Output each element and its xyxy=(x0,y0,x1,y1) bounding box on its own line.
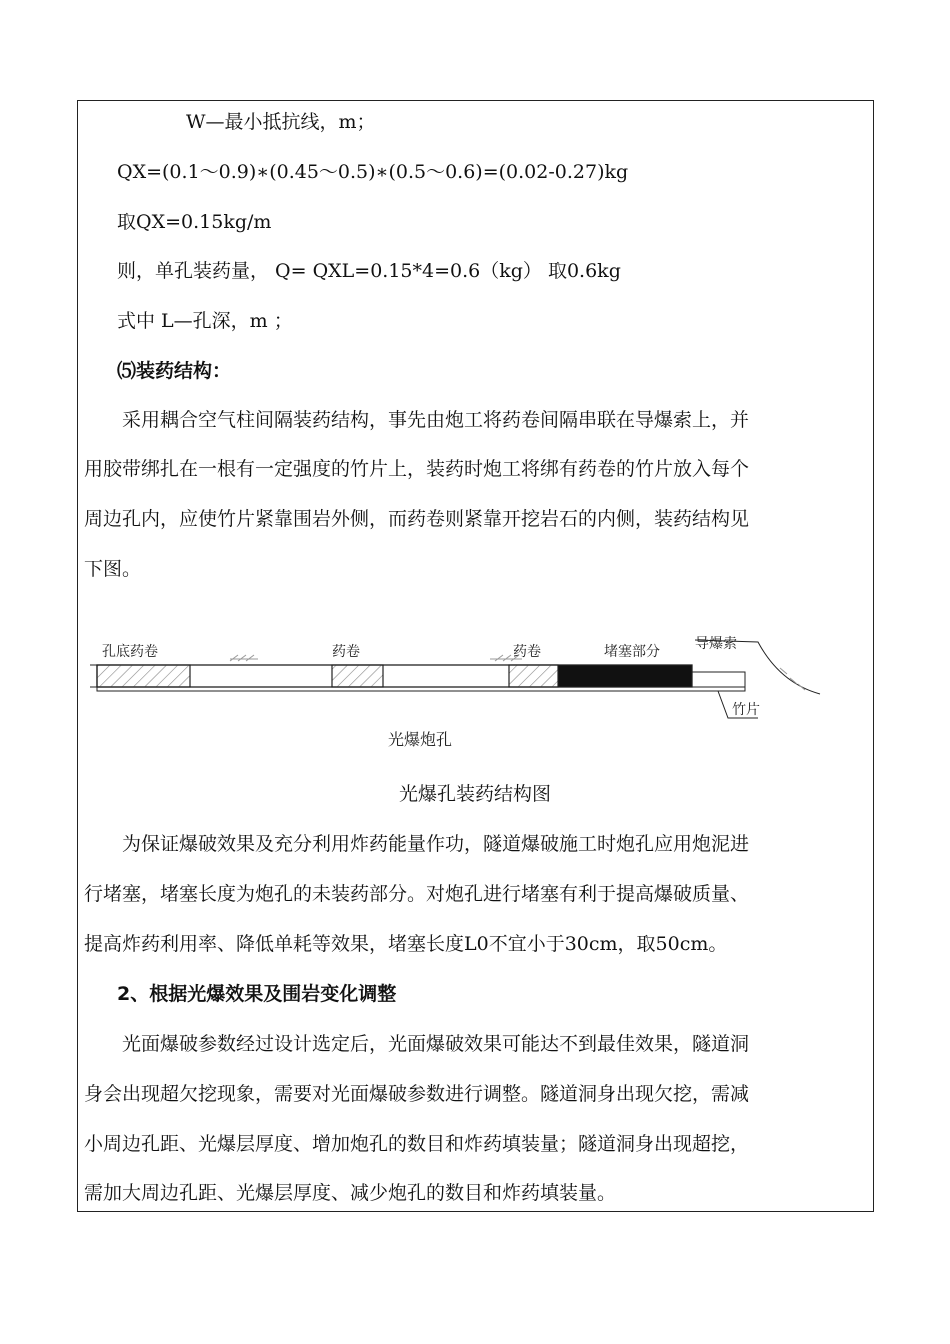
paragraph-3-line-3: 小周边孔距、光爆层厚度、增加炮孔的数目和炸药填装量；隧道洞身出现超挖， xyxy=(84,1133,750,1155)
paragraph-2-line-2: 行堵塞，堵塞长度为炮孔的未装药部分。对炮孔进行堵塞有利于提高爆破质量、 xyxy=(84,883,750,905)
charge-2 xyxy=(509,665,558,687)
paragraph-1-line-1: 采用耦合空气柱间隔装药结构，事先由炮工将药卷间隔串联在导爆索上，并 xyxy=(122,409,750,431)
label-charge-1: 药卷 xyxy=(332,644,360,660)
line-qx-formula: QX=(0.1～0.9)∗(0.45～0.5)∗(0.5～0.6)=(0.02-0.27)kg xyxy=(117,161,629,183)
ground-hatching xyxy=(230,655,522,661)
paragraph-1-line-3: 周边孔内，应使竹片紧靠围岩外侧，而药卷则紧靠开挖岩石的内侧，装药结构见 xyxy=(84,508,750,530)
detonating-cord xyxy=(692,672,745,687)
paragraph-3-line-4: 需加大周边孔距、光爆层厚度、减少炮孔的数目和炸药填装量。 xyxy=(84,1182,617,1204)
label-stemming: 堵塞部分 xyxy=(604,644,660,660)
label-bottom-charge: 孔底药卷 xyxy=(102,644,158,660)
line-qx-value: 取QX=0.15kg/m xyxy=(117,211,272,233)
paragraph-1-line-4: 下图。 xyxy=(84,558,142,580)
label-detonating-cord: 导爆索 xyxy=(695,636,737,652)
label-charge-2: 药卷 xyxy=(513,644,541,660)
paragraph-2-line-1: 为保证爆破效果及充分利用炸药能量作功，隧道爆破施工时炮孔应用炮泥进 xyxy=(122,833,750,855)
stemming-section xyxy=(558,665,692,687)
diagram-title: 光爆炮孔 xyxy=(388,730,453,749)
charge-1 xyxy=(332,665,383,687)
section-heading-adjustment: 2、根据光爆效果及围岩变化调整 xyxy=(117,983,397,1005)
paragraph-1-line-2: 用胶带绑扎在一根有一定强度的竹片上，装药时炮工将绑有药卷的竹片放入每个 xyxy=(84,458,750,480)
paragraph-2-line-3: 提高炸药利用率、降低单耗等效果，堵塞长度L0不宜小于30cm，取50cm。 xyxy=(84,933,728,955)
line-l-definition: 式中 L—孔深，m ； xyxy=(117,310,293,332)
line-w-definition: W—最小抵抗线，m； xyxy=(186,111,376,133)
paragraph-3-line-2: 身会出现超欠挖现象，需要对光面爆破参数进行调整。隧道洞身出现欠挖，需减 xyxy=(84,1083,750,1105)
label-bamboo: 竹片 xyxy=(732,702,760,718)
section-heading-charge-structure: ⑸装药结构： xyxy=(117,360,232,382)
bottom-charge xyxy=(97,665,190,687)
figure-caption: 光爆孔装药结构图 xyxy=(398,783,551,805)
smooth-blasting-hole-diagram xyxy=(90,628,830,753)
line-single-hole-charge: 则，单孔装药量， Q= QXL=0.15*4=0.6（kg） 取0.6kg xyxy=(117,260,621,282)
paragraph-3-line-1: 光面爆破参数经过设计选定后，光面爆破效果可能达不到最佳效果，隧道洞 xyxy=(122,1033,750,1055)
